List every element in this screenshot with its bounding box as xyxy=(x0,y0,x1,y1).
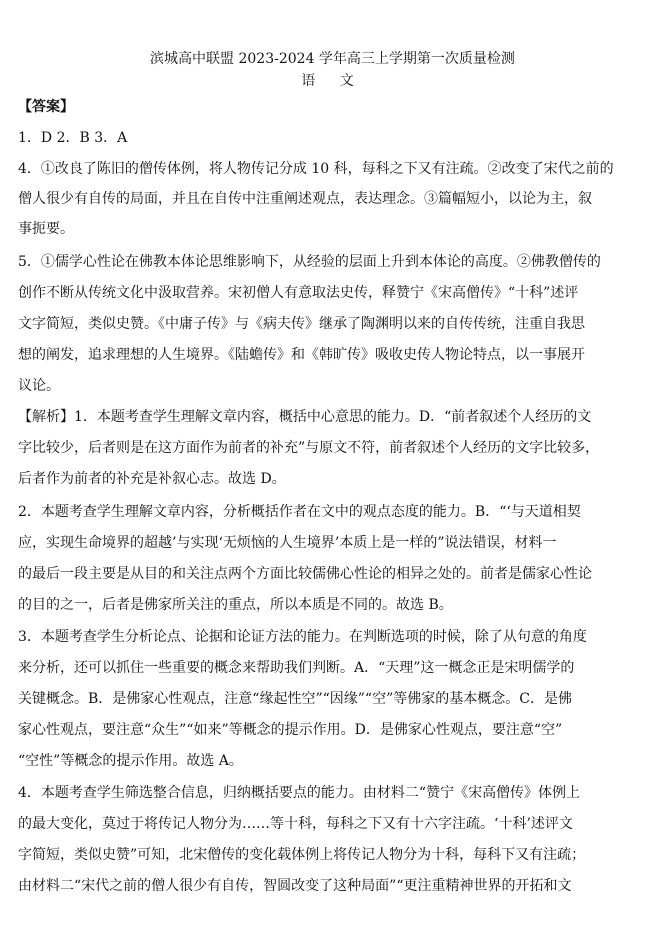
answer-line: 1．D 2．B 3．A xyxy=(18,130,128,146)
answer-heading: 【答案】 xyxy=(18,99,74,115)
document-title: 滨城高中联盟 2023-2024 学年高三上学期第一次质量检测 xyxy=(150,51,515,67)
analysis-line: 的目的之一，后者是佛家所关注的重点，所以本质是不同的。故选 B。 xyxy=(18,597,453,613)
answer-line: 4．①改良了陈旧的僧传体例，将人物传记分成 10 科，每科之下又有注疏。②改变了宋代之前的 xyxy=(18,161,614,177)
answer-line: 创作不断从传统文化中汲取营养。宋初僧人有意取法史传，释赞宁《宋高僧传》“十科”述评 xyxy=(18,285,579,301)
analysis-line: 3．本题考查学生分析论点、论据和论证方法的能力。在判断选项的时候，除了从句意的角度 xyxy=(18,629,587,645)
analysis-line: 字简短，类似史赞”可知，北宋僧传的变化载体例上将传记人物分为十科，每科下又有注疏； xyxy=(18,847,586,863)
analysis-line: 由材料二“宋代之前的僧人很少有自传，智圆改变了这种局面”“更注重精神世界的开拓和文 xyxy=(18,878,572,894)
analysis-line: 关键概念。B．是佛家心性观点，注意“缘起性空”“因缘”“空”等佛家的基本概念。C．是佛 xyxy=(18,691,572,707)
analysis-line: 2．本题考查学生理解文章内容，分析概括作者在文中的观点态度的能力。B．“‘与天道相契 xyxy=(18,504,581,520)
answer-line: 想的阐发，追求理想的人生境界。《陆蟾传》和《韩旷传》吸收史传人物论特点，以一事展开 xyxy=(18,347,585,363)
answer-line: 5．①儒学心性论在佛教本体论思维影响下，从经验的层面上升到本体论的高度。②佛教僧传的 xyxy=(18,254,601,270)
answer-line: 文字简短，类似史赞。《中庸子传》与《病夫传》继承了陶渊明以来的自传传统，注重自我思 xyxy=(18,316,585,332)
analysis-line: 的最大变化，莫过于将传记人物分为……等十科，每科之下又有十六字注疏。‘十科’述评文 xyxy=(18,816,573,832)
answer-line: 议论。 xyxy=(18,378,60,394)
analysis-line: 家心性观点，要注意“众生”“如来”等概念的提示作用。D．是佛家心性观点，要注意“空” xyxy=(18,722,563,738)
document-subject: 语 文 xyxy=(301,73,364,89)
answer-line: 僧人很少有自传的局面，并且在自传中注重阐述观点，表达理念。③篇幅短小，以论为主，叙 xyxy=(18,191,592,207)
analysis-line: 来分析，还可以抓住一些重要的概念来帮助我们判断。A．“天理”这一概念正是宋明儒学的 xyxy=(18,660,575,676)
analysis-line: 【解析】1．本题考查学生理解文章内容，概括中心意思的能力。D．“前者叙述个人经历的文 xyxy=(18,409,592,425)
analysis-line: “空性”等概念的提示作用。故选 A。 xyxy=(18,753,243,769)
analysis-line: 4．本题考查学生筛选整合信息，归纳概括要点的能力。由材料二“赞宁《宋高僧传》体例上 xyxy=(18,785,581,801)
analysis-line: 字比较少，后者则是在这方面作为前者的补充”与原文不符，前者叙述个人经历的文字比较多， xyxy=(18,440,600,456)
analysis-line: 后者作为前者的补充是补叙心志。故选 D。 xyxy=(18,471,286,487)
analysis-line: 的最后一段主要是从目的和关注点两个方面比较儒佛心性论的相异之处的。前者是儒家心性论 xyxy=(18,566,592,582)
answer-line: 事扼要。 xyxy=(18,221,74,237)
analysis-line: 应，实现生命境界的超越’与实现‘无烦恼的人生境界’本质上是一样的”说法错误，材料一 xyxy=(18,535,557,551)
